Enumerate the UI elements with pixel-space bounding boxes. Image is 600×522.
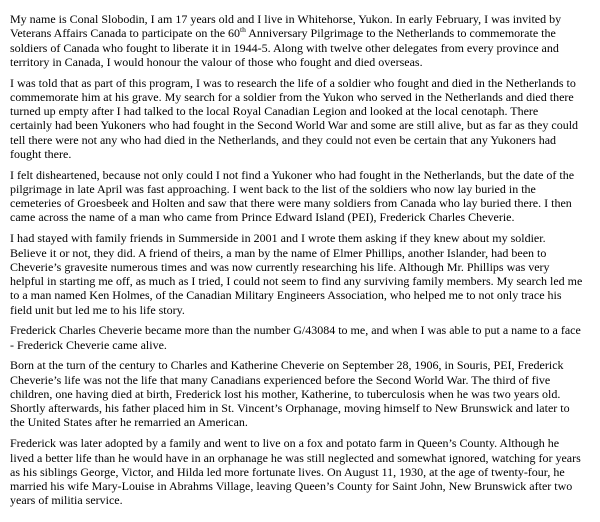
paragraph — [10, 231, 594, 317]
text-line: Shortly afterwards, his father placed him in St. Vincent’s Orphanage, moving himself to New Brunswick and later to — [10, 401, 570, 416]
text-line: pilgrimage in late April was fast approaching. I went back to the list of the soldiers who now lay buried in the — [10, 181, 536, 196]
paragraph — [10, 12, 594, 69]
text-line: helpful in starting me off, as much as I tried, I could not seem to find any surviving family members. My search led me — [10, 274, 583, 289]
document-text — [10, 12, 594, 508]
text-line: lived a better life than he would have in an orphanage he was still neglected and somewhat ignored, watching for years — [10, 450, 581, 465]
text-line: - Frederick Cheverie came alive. — [10, 337, 167, 352]
text-line: commemorate him at his grave. My search for a soldier from the Yukon who served in the Netherlands and died there — [10, 89, 574, 104]
text-line: territory in Canada, I would honour the valour of those who fought and died overseas. — [10, 54, 423, 69]
text-line: married his wife Mary-Louise in Abrahms Village, leaving Queen’s County for Saint John, New Brunswick after two — [10, 479, 573, 494]
text-line: field unit but led me to his life story. — [10, 302, 185, 317]
paragraph — [10, 436, 594, 507]
text-line: years of militia service. — [10, 493, 123, 508]
paragraph — [10, 168, 594, 225]
text-line: Frederick was later adopted by a family and went to live on a fox and potato farm in Queen’s County. Although he — [10, 436, 560, 451]
text-line: fought there. — [10, 146, 72, 161]
text-line: as his siblings George, Victor, and Hilda led more fortunate lives. On August 11, 1930, at the age of twenty-four, he — [10, 464, 565, 479]
text-line: My name is Conal Slobodin, I am 17 years old and I live in Whitehorse, Yukon. In early February, I was invited by — [10, 12, 562, 26]
text-line: Cheverie’s life was not the life that many Canadians experienced before the Second World War. The third of five — [10, 372, 551, 387]
text-line: children, one having died at birth, Frederick lost his mother, Katherine, to tuberculosis when he was two years old. — [10, 386, 561, 401]
text-line: I had stayed with family friends in Summerside in 2001 and I wrote them asking if they knew about my soldier. — [10, 231, 546, 246]
text-line: to a man named Ken Holmes, of the Canadian Military Engineers Association, who helped me to not only trace his — [10, 288, 562, 303]
text-line: cemeteries of Groesbeek and Holten and saw that there were many soldiers from Canada who lay buried there. I then — [10, 196, 572, 211]
text-line: turned up empty after I had talked to the local Royal Canadian Legion and looked at the local cenotaph. There — [10, 104, 539, 119]
paragraph — [10, 76, 594, 162]
text-line: I felt disheartened, because not only could I not find a Yukoner who had fought in the Netherlands, but the date of the — [10, 167, 575, 182]
text-line: certainly had been Yukoners who had fought in the Second World War and some are still alive, but as far as they could — [10, 118, 579, 133]
text-line: Born at the turn of the century to Charles and Katherine Cheverie on September 28, 1906, in Souris, PEI, Frederick — [10, 358, 564, 373]
text-line: Cheverie’s gravesite numerous times and was now currently researching his life. Although Mr. Phillips was very — [10, 259, 550, 274]
text-line: I was told that as part of this program, I was to research the life of a soldier who fought and died in the Netherlands to — [10, 75, 576, 90]
text-line: came across the name of a man who came from Prince Edward Island (PEI), Frederick Charles Cheverie. — [10, 210, 515, 225]
text-line: the United States after he remarried an American. — [10, 415, 248, 430]
paragraph — [10, 323, 594, 352]
text-line: soldiers of Canada who fought to liberate it in 1944-5. Along with twelve other delegates from every province and — [10, 40, 559, 55]
text-line: Frederick Charles Cheverie became more than the number G/43084 to me, and when I was able to put a name to a face — [10, 323, 581, 338]
text-line: Believe it or not, they did. A friend of theirs, a man by the name of Elmer Phillips, another Islander, had been to — [10, 245, 547, 260]
paragraph — [10, 358, 594, 429]
text-line: tell there were not any who had died in the Netherlands, and they could not even be certain that any Yukoners had — [10, 132, 557, 147]
text-line: Veterans Affairs Canada to participate on the 60th Anniversary Pilgrimage to the Netherlands to commemorate the — [10, 25, 556, 41]
